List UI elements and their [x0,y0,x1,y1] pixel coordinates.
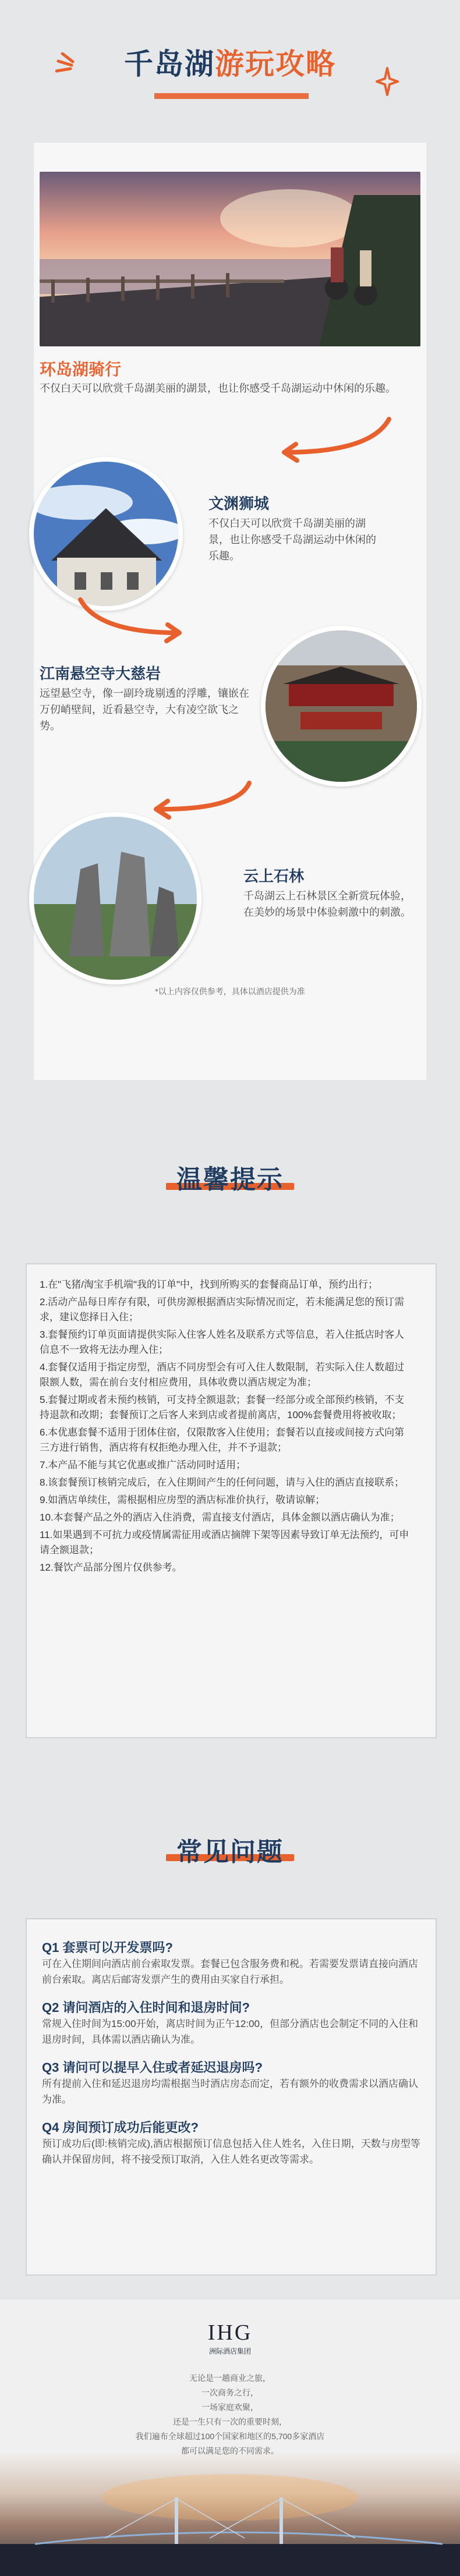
faq-answer-1: 可在入住期间向酒店前台索取发票。套餐已包含服务费和税。若需要发票请直接向酒店前台索取。离店后邮寄发票产生的费用由买家自行承担。 [42,1958,418,1985]
tip-item: 8.该套餐预订核销完成后，在入住期间产生的任何问题，请与入住的酒店直接联系； [40,1477,405,1488]
faq-answer-2: 常规入住时间为15:00开始，离店时间为正午12:00，但部分酒店也会制定不同的入住和退房时间，具体需以酒店确认为准。 [42,2018,419,2045]
tip-item: 10.本套餐产品之外的酒店入住消费，需直接支付酒店，具体金额以酒店确认为准； [40,1512,400,1523]
section-stone-heading: 云上石林 [243,867,305,885]
tips-title: 温馨提示 [176,1165,284,1194]
section-cycling-heading: 环岛湖骑行 [40,360,122,378]
temple-photo [261,626,422,786]
card-note: *以上内容仅供参考，具体以酒店提供为准 [155,987,305,996]
faq-title: 常见问题 [176,1838,284,1866]
tips-list [40,1277,412,1578]
slogan-line: 无论是一趟商业之旅， [189,2373,271,2383]
section-temple-desc: 远望悬空寺，像一副玲珑剔透的浮雕，镶嵌在万仞峭壁间，近看悬空寺，大有凌空欲飞之势。 [40,688,249,732]
section-temple-heading: 江南悬空寺大慈岩 [40,665,161,682]
slogan-line: 我们遍布全球超过100个国家和地区的5,700多家酒店 [135,2432,325,2441]
tip-item: 6.本优惠套餐不适用于团体住宿，仅限散客入住使用；套餐若以直接或间接方式向第三方进行销售，酒店将有权拒绝办理入住，并不予退款； [40,1427,405,1453]
slogan-line: 一次商务之行， [201,2388,259,2397]
title-part-2: 游玩攻略 [215,48,336,80]
tip-item: 2.活动产品每日库存有限，可供房源根据酒店实际情况而定，若未能满足您的预订需求，建议您择日入住； [40,1296,405,1323]
section-town-desc: 不仅白天可以欣赏千岛湖美丽的湖景，也让你感受千岛湖运动中休闲的乐趣。 [208,518,376,562]
ihg-logo: IHG [207,2320,253,2345]
cycling-photo [40,172,420,346]
section-cycling-desc: 不仅白天可以欣赏千岛湖美丽的湖景，也让你感受千岛湖运动中休闲的乐趣。 [40,382,396,394]
faq-question-4: Q4 房间预订成功后能更改? [42,2120,199,2135]
ihg-logo-subtitle: 洲际酒店集团 [208,2347,251,2355]
faq-question-1: Q1 套票可以开发票吗? [42,1940,173,1955]
faq-box [26,1918,437,2276]
tip-item: 12.餐饮产品部分图片仅供参考。 [40,1562,182,1573]
stone-forest-photo [29,812,201,984]
tip-item: 7.本产品不能与其它优惠或推广活动同时适用； [40,1459,246,1471]
curve-arrow-3-icon [121,780,255,821]
faq-answer-3: 所有提前入住和延迟退房均需根据当时酒店房态而定，若有额外的收费需求以酒店确认为准。 [42,2078,418,2105]
slogan-line: 一场家庭欢聚， [201,2403,259,2412]
tip-item: 1.在"飞猪/淘宝手机端"我的订单"中，找到所购买的套餐商品订单，预约出行； [40,1279,378,1290]
slogan-line: 还是一生只有一次的重要时刻， [173,2417,287,2426]
faq-answer-4: 预订成功后(即:核销完成),酒店根据预订信息包括入住人姓名，入住日期，天数与房型等确认并保留房间，将不接受预订取消，入住人姓名更改等需求。 [42,2138,420,2165]
tips-box [26,1263,437,1738]
title-part-1: 千岛湖 [124,48,215,80]
section-town-heading: 文渊狮城 [208,495,270,512]
faq-question-2: Q2 请问酒店的入住时间和退房时间? [42,2000,250,2015]
tip-item: 3.套餐预约订单页面请提供实际入住客人姓名及联系方式等信息，若入住抵店时客人信息不一致将无法办理入住； [40,1329,405,1355]
tip-item: 9.如酒店单续住，需根据相应房型的酒店标准价执行，敬请谅解； [40,1494,325,1505]
title-underline [154,93,309,99]
cycling-scene-image [40,172,420,346]
tip-item: 11.如果遇到不可抗力或疫情属需征用或酒店摘牌下架等因素导致订单无法预约，可申请全额退款； [40,1529,409,1555]
section-stone-desc: 千岛湖云上石林景区全新赏玩体验，在美妙的场景中体验刺激中的刺激。 [243,890,411,918]
curve-arrow-1-icon [255,416,395,469]
slogan-line: 都可以满足您的不同需求。 [181,2446,279,2455]
page-title [0,41,460,83]
tip-item: 4.套餐仅适用于指定房型，酒店不同房型会有可入住人数限制，若实际入住人数超过限额人数，需在前台支付相应费用，具体收费以酒店规定为准； [40,1362,405,1388]
faq-question-3: Q3 请问可以提早入住或者延迟退房吗? [42,2060,263,2075]
tip-item: 5.套餐过期或者未预约核销，可支持全额退款；套餐一经部分或全部预约核销，不支持退款和改期；套餐预订之后客人来到店或者提前离店，100%套餐费用将被收取； [40,1394,405,1420]
town-photo [29,457,183,611]
attractions-card [34,143,426,1080]
curve-arrow-2-icon [75,597,208,649]
